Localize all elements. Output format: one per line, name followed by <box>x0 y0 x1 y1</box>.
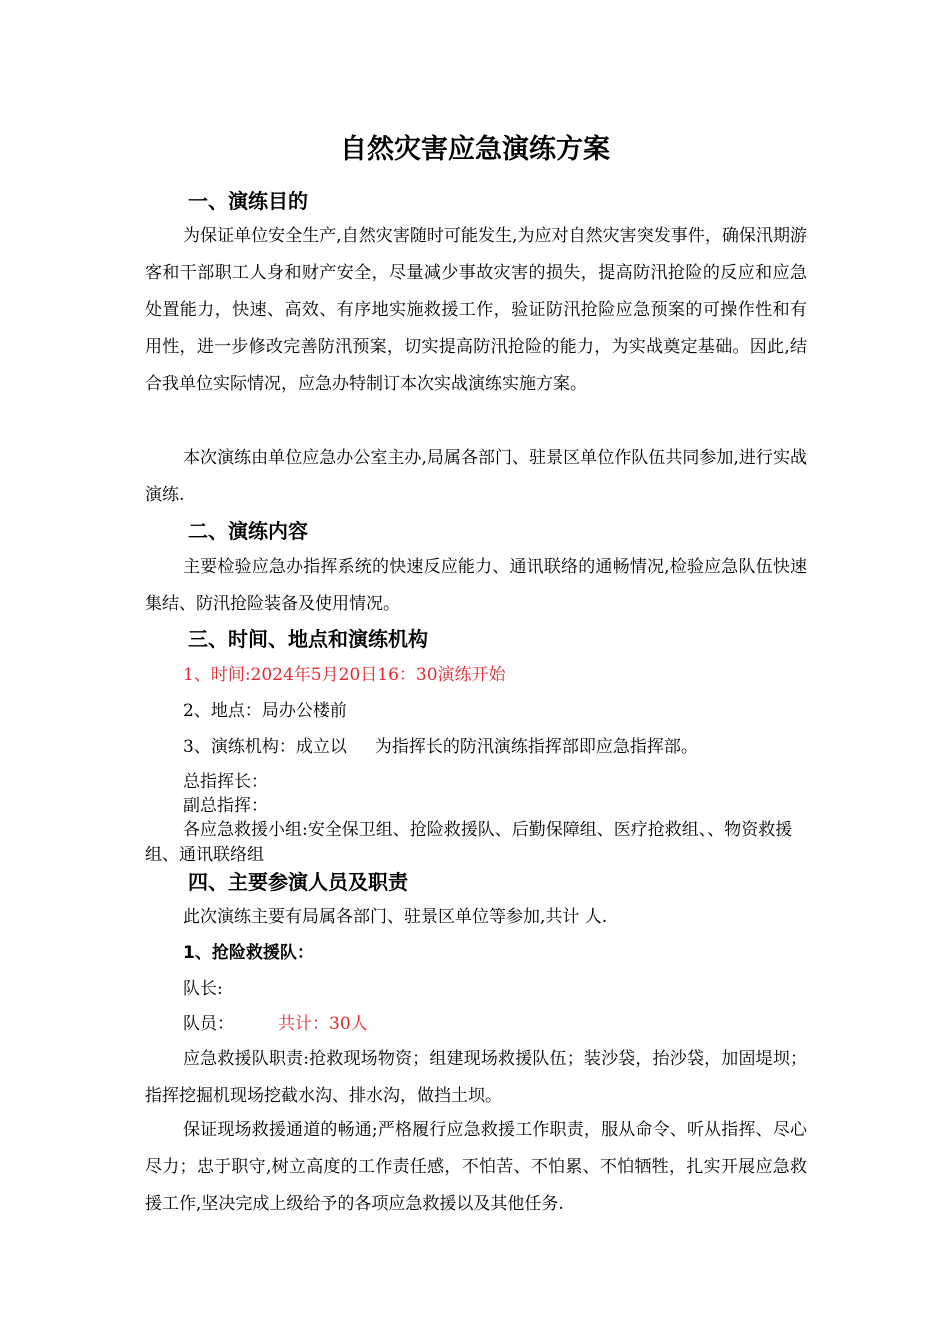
section-heading-purpose: 一、演练目的 <box>188 189 308 213</box>
purpose-paragraph-1: 为保证单位安全生产,自然灾害随时可能发生,为应对自然灾害突发事件，确保汛期游客和干部职工人身和财产安全，尽量减少事故灾害的损失，提高防汛抢险的反应和应急处置能力，快速、高效、有序地实施救援工作，验证防汛抢险应急预案的可操作性和有用性，进一步修改完善防汛预案，切实提高防汛抢险的能力，为实战奠定基础。因此,结合我单位实际情况，应急办特制订本次实战演练实施方案。 <box>145 226 807 394</box>
purpose-paragraph-2: 本次演练由单位应急办公室主办,局属各部门、驻景区单位作队伍共同参加,进行实战演练. <box>145 448 807 505</box>
rescue-team-heading: 1、抢险救援队： <box>183 943 314 963</box>
chief-commander: 总指挥长： <box>183 772 268 792</box>
section-heading-content: 二、演练内容 <box>188 519 308 543</box>
section-heading-personnel: 四、主要参演人员及职责 <box>188 870 408 894</box>
deputy-commander: 副总指挥： <box>183 796 268 816</box>
drill-place: 2、地点：局办公楼前 <box>183 701 347 721</box>
rescue-groups: 各应急救援小组:安全保卫组、抢险救援队、后勤保障组、医疗抢救组、、物资救援组、通讯联络组 <box>145 820 793 865</box>
team-members-total: 共计：30人 <box>278 1014 368 1034</box>
drill-organization <box>183 733 698 761</box>
personnel-summary: 此次演练主要有局属各部门、驻景区单位等参加,共计 人. <box>183 907 608 927</box>
section-heading-time-place: 三、时间、地点和演练机构 <box>188 627 428 651</box>
team-leader: 队长: <box>183 979 223 999</box>
drill-time: 1、时间:2024年5月20日16：30演练开始 <box>183 665 506 685</box>
content-paragraph: 主要检验应急办指挥系统的快速反应能力、通讯联络的通畅情况,检验应急队伍快速集结、防汛抢险装备及使用情况。 <box>145 557 807 614</box>
team-members <box>183 1010 368 1038</box>
team-members-label: 队员： <box>183 1014 234 1034</box>
drill-organization-suffix: 为指挥长的防汛演练指挥部即应急指挥部。 <box>374 737 698 757</box>
rescue-duty-paragraph-2: 保证现场救援通道的畅通;严格履行应急救援工作职责，服从命令、听从指挥、尽心尽力；忠于职守,树立高度的工作责任感，不怕苦、不怕累、不怕牺牲，扎实开展应急救援工作,坚决完成上级给予的各项应急救援以及其他任务. <box>145 1120 807 1214</box>
document-title: 自然灾害应急演练方案 <box>340 134 610 165</box>
drill-organization-prefix: 3、演练机构：成立以 <box>183 737 347 757</box>
rescue-duty-paragraph-1: 应急救援队职责:抢救现场物资；组建现场救援队伍；装沙袋，抬沙袋，加固堤坝；指挥挖掘机现场挖截水沟、排水沟，做挡土坝。 <box>145 1049 807 1106</box>
